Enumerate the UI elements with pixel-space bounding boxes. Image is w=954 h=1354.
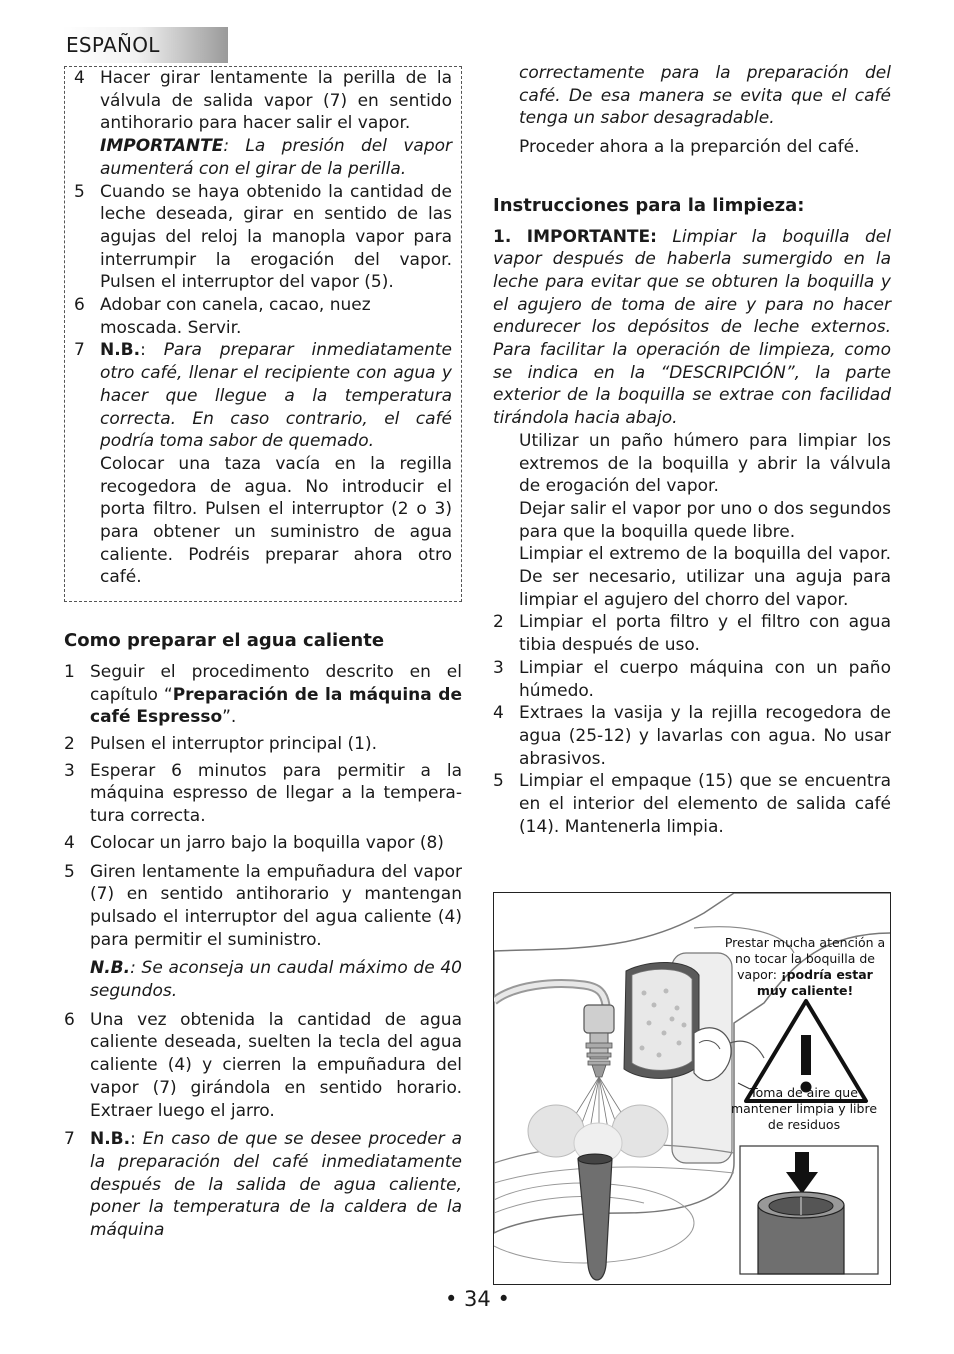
section-title-cleaning: Instrucciones para la limpieza: [493,194,805,216]
step-number: 4 [74,68,85,88]
step-text: Colocar un jarro bajo la boquilla vapor (8) [90,832,444,853]
step-text: Cuando se haya obtenido la cantidad de leche deseada, girar en sentido de las agujas del reloj la manopla vapor para interrumpir la erogación del vapor. Pulsen el interruptor del vapor (5). [100,181,452,293]
step-number: 6 [74,295,85,316]
box-step-7 [74,339,452,589]
step-text: Adobar con canela, cacao, nuez moscada. Servir. [100,295,371,338]
step-number: 6 [64,1009,75,1030]
step-number: 5 [493,771,504,792]
warning-bold: ¡podría estar muy caliente! [756,967,873,998]
important-label: IMPORTANTE: [526,226,657,247]
step-number: 5 [74,181,85,202]
clean-step-1-p3 [493,543,891,611]
step-number: 1. [493,226,512,247]
clean-step-3 [493,657,891,702]
step-text-end: ”. [222,707,237,728]
step-text: Una vez obtenida la cantidad de agua caliente deseada, suelten la tecla del agua caliente (4) y cierren la empuñadura del vapor (7) girándola en sentido horario. Extraer luego el jarro. [90,1009,462,1121]
step-number: 7 [64,1129,75,1150]
language-tab [62,27,228,63]
water-step-2 [64,733,462,756]
step-text: Hacer girar lentamente la perilla de la válvula de salida vapor (7) en sentido antihorario para hacer salir el vapor. [100,68,452,134]
nb-label: N.B. [90,1129,131,1150]
step-extra: Colocar una taza vacía en la regilla recogedora de agua. No introducir el porta filtro. Pulsen el interruptor (2 o 3) para obtener un suministro de agua caliente. Podréis preparar ahora otro café. [100,453,452,588]
clean-step-1 [493,226,891,430]
water-step-3 [64,760,462,828]
step-text: Limpiar el porta filtro y el filtro con agua tibia después de uso. [519,612,891,656]
air-intake-text: Toma de aire que mantener limpia y libre de residuos [730,1085,878,1132]
note-text: : Se aconseja un caudal máximo de 40 segundos. [90,958,462,1002]
step-text: Limpiar el cuerpo máquina con un paño húmedo. [519,657,891,701]
nb-sep: : [140,340,146,361]
language-label: ESPAÑOL [66,33,160,57]
note-text: : La presión del vapor aumenterá con el girar de la perilla. [100,136,452,179]
box-step-6 [74,294,452,339]
step-number: 4 [64,832,75,853]
water-step-5 [64,861,462,1003]
proceed-text: Proceder ahora a la preparción del café. [519,137,860,158]
section-title-hot-water: Como preparar el agua caliente [64,630,385,652]
step-number: 4 [493,703,504,724]
step-number: 3 [493,657,504,678]
clean-step-1-p1 [493,430,891,498]
step-number: 2 [493,612,504,633]
step-text: Seguir el procedimento descrito en el capítulo “ [90,661,462,705]
step-text: Dejar salir el vapor por uno o dos segundos para que la boquilla quede libre. [519,498,891,542]
nb-sep: : [130,1129,136,1150]
water-step-7 [64,1128,462,1242]
step-number: 1 [64,661,75,682]
page-number: • 34 • [445,1287,510,1311]
step-number: 5 [64,861,75,882]
note-label: IMPORTANTE [100,136,224,157]
clean-step-4 [493,702,891,770]
step-text: Limpiar el extremo de la boquilla del vapor. De ser necesario, utilizar una aguja para limpiar el agujero del chorro del vapor. [519,544,891,610]
clean-step-1-p2 [493,498,891,543]
step-number: 7 [74,340,85,361]
dashed-box [64,66,462,602]
step-text: Limpiar el empaque (15) que se encuentra en el interior del elemento de salida café (14). Mantenerla limpia. [519,771,891,837]
left-column [64,68,462,1242]
step-text: Giren lentamente la empuñadura del vapor (7) en sentido antihorario y mantengan pulsado el interruptor del agua caliente (4) para permitir el suministro. [90,861,462,950]
nb-label: N.B. [100,340,141,361]
warning-text: Prestar mucha atención a no tocar la boquilla de vapor: [724,935,886,982]
nb-text: En caso de que se desee proceder a la preparación del café inmediatamente después de la salida de agua caliente, poner la temperatura de la caldera de la máquina [90,1129,462,1241]
chapter-ref: Preparación de la máquina de café Espresso [90,684,462,728]
important-text: Limpiar la boquilla del vapor después de haberla sumergido en la leche para evitar que se obturen la boquilla y el agujero de toma de aire y para no hacer endurecer los depósitos de leche externos. Para facilitar la operación de limpieza, como se indica en la “DESCRIPCIÓN”, la parte exterior de la boquilla se extrae con facilidad tirándola hacia abajo. [493,226,891,429]
box-step-4 [74,67,452,181]
continued-italic: correctamente para la preparación del café. De esa manera se evita que el café tenga un sabor desagradable. [519,63,891,129]
continued-note [493,62,891,130]
water-step-4 [64,832,462,855]
air-intake-caption [724,1085,884,1133]
note-label: N.B. [90,958,131,979]
step-number: 2 [64,733,75,754]
step-text: Extraes la vasija y la rejilla recogedora de agua (25-12) y lavarlas con agua. No usar abrasivos. [519,703,891,769]
step-text: Utilizar un paño húmero para limpiar los extremos de la boquilla y abrir la válvula de erogación del vapor. [519,430,891,497]
warning-caption [722,935,888,999]
box-step-5 [74,181,452,295]
right-column [493,62,891,839]
nb-text: Para preparar inmediatamente otro café, llenar el recipiente con agua y hacer que llegue a la temperatura correcta. En caso contrario, el café podría toma sabor de quemado. [100,340,452,452]
clean-step-5 [493,770,891,838]
step-text: Pulsen el interruptor principal (1). [90,733,378,754]
clean-step-2 [493,611,891,656]
water-step-6 [64,1009,462,1123]
proceed-line [493,136,891,159]
water-step-1 [64,661,462,729]
step-text: Esperar 6 minutos para permitir a la máquina espresso de llegar a la tempera-tura correcta. [90,760,462,827]
cleaning-illustration [493,892,891,1285]
step-number: 3 [64,760,75,781]
